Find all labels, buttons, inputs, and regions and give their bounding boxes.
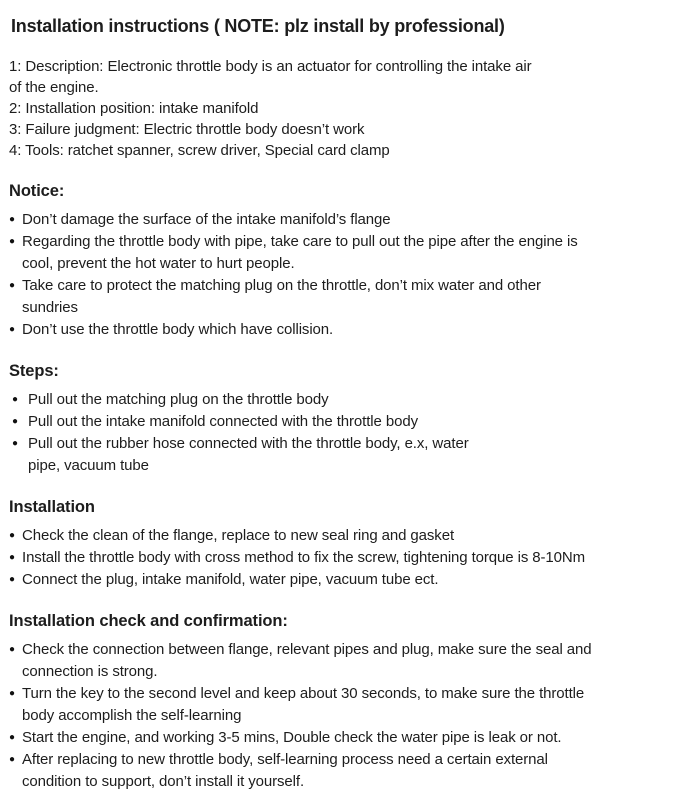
bullet-icon: ●	[9, 688, 16, 699]
section-steps	[9, 360, 671, 477]
intro-paragraphs	[9, 56, 671, 161]
section-notice	[9, 180, 671, 341]
bullet-line: Install the throttle body with cross method to fix the screw, tightening torque is 8-10Nm	[22, 549, 586, 566]
list-item	[9, 319, 671, 341]
bullet-icon: ●	[9, 236, 16, 247]
list-item	[9, 411, 671, 433]
list-item	[9, 209, 671, 231]
list-item	[9, 433, 671, 477]
bullet-icon: ●	[12, 416, 19, 427]
bullet-text	[22, 547, 585, 569]
bullet-text	[22, 275, 541, 319]
bullet-text	[28, 389, 329, 411]
list-item	[9, 231, 671, 275]
bullet-icon: ●	[9, 732, 16, 743]
bullet-line: Regarding the throttle body with pipe, take care to pull out the pipe after the engine is	[22, 233, 578, 250]
bullet-line: cool, prevent the hot water to hurt people.	[22, 255, 295, 272]
bullet-icon: ●	[12, 438, 19, 449]
document-sections	[9, 180, 671, 793]
bullet-text	[22, 749, 548, 793]
list-item	[9, 749, 671, 793]
bullet-text	[28, 433, 469, 477]
bullet-icon: ●	[9, 552, 16, 563]
section-heading: Installation check and confirmation:	[9, 612, 288, 630]
bullet-icon: ●	[9, 754, 16, 765]
list-item	[9, 683, 671, 727]
intro-line: of the engine.	[9, 79, 99, 96]
list-item	[9, 525, 671, 547]
section-heading: Steps:	[9, 362, 59, 380]
bullet-icon: ●	[9, 574, 16, 585]
list-item	[9, 569, 671, 591]
section-heading: Notice:	[9, 182, 65, 200]
bullet-line: condition to support, don’t install it yourself.	[22, 773, 305, 790]
section-installation-check	[9, 610, 671, 793]
list-item	[9, 639, 671, 683]
bullet-text	[22, 525, 454, 547]
bullet-line: body accomplish the self-learning	[22, 707, 242, 724]
intro-line: 4: Tools: ratchet spanner, screw driver, Special card clamp	[9, 142, 390, 159]
bullet-text	[22, 319, 333, 341]
bullet-icon: ●	[9, 214, 16, 225]
bullet-text	[22, 683, 584, 727]
bullet-line: Don’t damage the surface of the intake manifold’s flange	[22, 211, 391, 228]
section-heading: Installation	[9, 498, 95, 516]
list-item	[9, 727, 671, 749]
list-item	[9, 389, 671, 411]
bullet-text	[22, 569, 438, 591]
bullet-text	[22, 231, 578, 275]
bullet-icon: ●	[9, 530, 16, 541]
bullet-icon: ●	[9, 644, 16, 655]
bullet-icon: ●	[9, 280, 16, 291]
bullet-line: Turn the key to the second level and keep about 30 seconds, to make sure the throttle	[22, 685, 585, 702]
bullet-text	[22, 639, 591, 683]
document-title: Installation instructions ( NOTE: plz install by professional)	[11, 16, 505, 36]
bullet-text	[28, 411, 418, 433]
intro-line: 3: Failure judgment: Electric throttle body doesn’t work	[9, 121, 365, 138]
intro-line: 1: Description: Electronic throttle body is an actuator for controlling the intake air	[9, 58, 532, 75]
bullet-line: After replacing to new throttle body, self-learning process need a certain external	[22, 751, 548, 768]
bullet-icon: ●	[9, 324, 16, 335]
bullet-line: Don’t use the throttle body which have collision.	[22, 321, 334, 338]
list-item	[9, 275, 671, 319]
bullet-line: sundries	[22, 299, 78, 316]
bullet-line: Pull out the rubber hose connected with the throttle body, e.x, water	[28, 435, 469, 452]
bullet-icon: ●	[12, 394, 19, 405]
bullet-line: Connect the plug, intake manifold, water pipe, vacuum tube ect.	[22, 571, 439, 588]
bullet-text	[22, 727, 562, 749]
bullet-line: pipe, vacuum tube	[28, 457, 149, 474]
bullet-line: Take care to protect the matching plug on the throttle, don’t mix water and other	[22, 277, 541, 294]
bullet-line: Pull out the intake manifold connected with the throttle body	[28, 413, 418, 430]
bullet-line: connection is strong.	[22, 663, 158, 680]
bullet-line: Check the clean of the flange, replace to new seal ring and gasket	[22, 527, 455, 544]
bullet-text	[22, 209, 391, 231]
bullet-line: Check the connection between flange, relevant pipes and plug, make sure the seal and	[22, 641, 592, 658]
list-item	[9, 547, 671, 569]
section-installation	[9, 496, 671, 591]
bullet-line: Start the engine, and working 3-5 mins, Double check the water pipe is leak or not.	[22, 729, 562, 746]
bullet-line: Pull out the matching plug on the throttle body	[28, 391, 329, 408]
intro-line: 2: Installation position: intake manifold	[9, 100, 259, 117]
